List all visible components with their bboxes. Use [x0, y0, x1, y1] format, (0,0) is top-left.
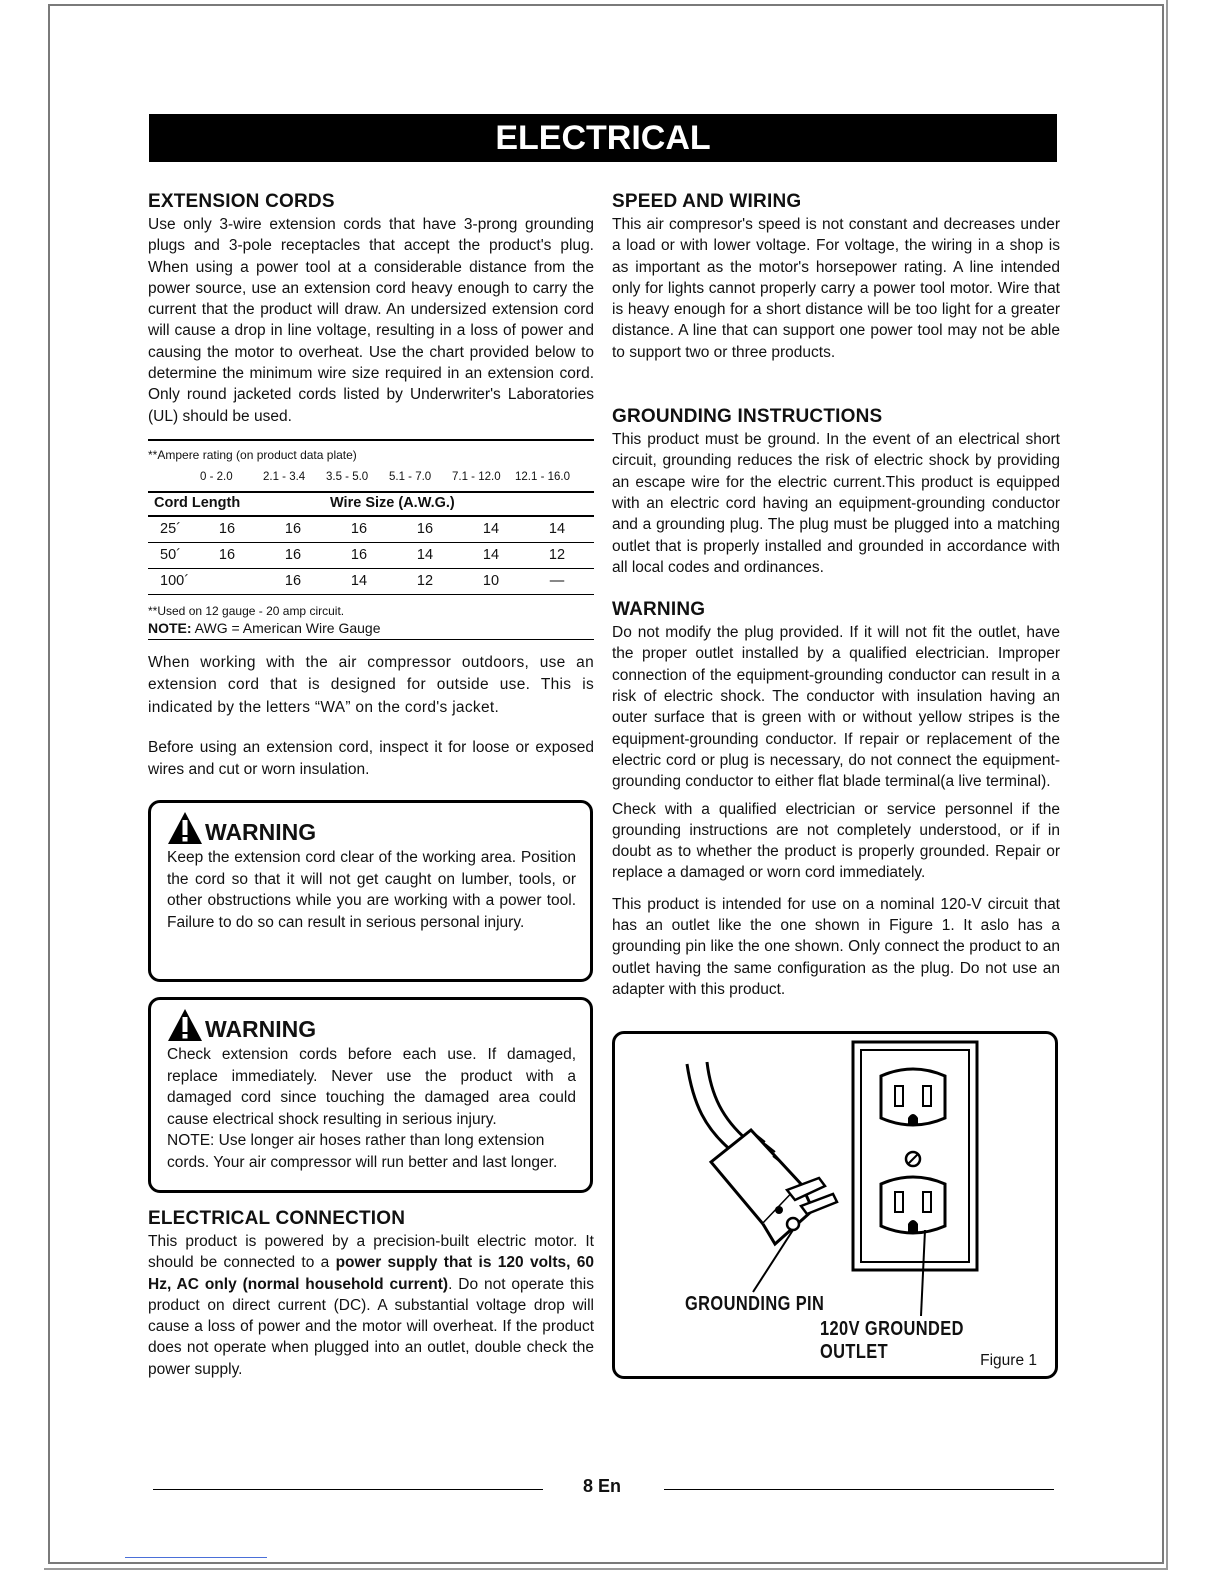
wire-size-cell: 14 — [548, 520, 566, 537]
footer-rule-right — [664, 1489, 1054, 1490]
warning-right-body-1: Do not modify the plug provided. If it will not fit the outlet, have the proper outlet installed by a qualified electrician. Improper connection of the equipment-grounding conductor can result in a risk of electric shock. The conductor with insulation having an outer surface that is green with or without yellow stripes is the equipment-grounding conductor. If repair or replacement of the electric cord or plug is necessary, do not connect the equipment-grounding conductor to either flat blade terminal(a live terminal). — [612, 624, 1060, 791]
wire-size-cell: 16 — [284, 546, 302, 563]
wire-size-cell: 16 — [284, 572, 302, 589]
wire-size-cell: — — [549, 572, 565, 589]
warning-right-body-2: Check with a qualified electrician or service personnel if the grounding instructions are not completely understood, or if in doubt as to whether the product is properly grounded. Repair or replace a damaged or worn cord immediately. — [612, 800, 1060, 882]
warning-triangle-icon — [167, 1008, 203, 1042]
connection-text-bold: power supply that is 120 volts, 60 Hz, AC only (normal household current) — [148, 1254, 594, 1293]
ampere-range: 7.1 - 12.0 — [452, 470, 501, 483]
figure-caption: Figure 1 — [980, 1352, 1037, 1369]
ampere-range: 5.1 - 7.0 — [389, 470, 432, 483]
wire-size-cell: 12 — [416, 572, 434, 589]
warning-heading: WARNING — [612, 599, 706, 621]
connection-text-a: This product is powered by a precision-built electric motor. It should be connected to a — [148, 1233, 594, 1272]
link-underline — [125, 1557, 267, 1558]
ampere-rating-label: **Ampere rating (on product data plate) — [148, 447, 357, 462]
page-title: ELECTRICAL — [149, 114, 1057, 162]
grounding-body: This product must be ground. In the event of an electrical short circuit, grounding reduces the risk of electric shock by providing an escape wire for the electric current.This product is equipped with an electric cord having an equipment-grounding conductor and a grounding plug. The plug must be plugged into a matching outlet that is properly installed and grounded in accordance with all local codes and ordinances. — [612, 431, 1060, 576]
inspect-cord-text: Before using an extension cord, inspect it for loose or exposed wires and cut or worn insulation. — [148, 739, 594, 778]
wire-size-cell: 16 — [416, 520, 434, 537]
warning-box-1 — [148, 800, 593, 982]
electrical-connection-body — [148, 1231, 594, 1380]
chart-header-row — [148, 491, 594, 517]
extension-cords-body: Use only 3-wire extension cords that have 3-prong grounding plugs and 3-pole receptacles that accept the product's plug. When using a power tool at a considerable distance from the power source, use an extension cord heavy enough to carry the current that the product will draw. An undersized extension cord will cause a drop in line voltage, resulting in a loss of power and causing the motor to overheat. Use the chart provided below to determine the minimum wire size required in an extension cord. Only round jacketed cords listed by Underwriter's Laboratories (UL) should be used. — [148, 216, 594, 425]
wire-size-cell: 16 — [218, 520, 236, 537]
warning-label: WARNING — [205, 1016, 317, 1042]
grounded-outlet-label: 120V GROUNDED OUTLET — [820, 1318, 964, 1363]
warning-box-2 — [148, 997, 593, 1193]
cord-length-cell: 25´ — [160, 520, 181, 537]
wire-size-cell: 16 — [350, 520, 368, 537]
wire-size-cell: 16 — [350, 546, 368, 563]
ampere-range: 12.1 - 16.0 — [515, 470, 570, 483]
warning-body: Check extension cords before each use. If damaged, replace immediately. Never use the product with a damaged cord since touching the damaged area could cause electrical shock resulting in serious injury. — [167, 1046, 576, 1128]
warning-right-body-3: This product is intended for use on a nominal 120-V circuit that has an outlet like the one shown in Figure 1. It aslo has a grounding pin like the one shown. Only connect the product to an outlet having the same configuration as the plug. Do not use an adapter with this product. — [612, 895, 1060, 998]
ampere-ranges-row — [148, 467, 594, 487]
warning-title — [167, 811, 576, 845]
cord-length-cell: 50´ — [160, 546, 181, 563]
ampere-range: 2.1 - 3.4 — [263, 470, 306, 483]
wire-size-cell: 10 — [482, 572, 500, 589]
speed-wiring-body: This air compresor's speed is not constant and decreases under a load or with lower voltage. For voltage, the wiring in a shop is as important as the motor's horsepower rating. A line intended only for lights cannot properly carry a power tool motor. Wire that is heavy enough for a short distance will be too light for a greater distance. A line that can support one power tool may not be able to support two or three products. — [612, 216, 1060, 361]
awg-note — [148, 619, 594, 640]
speed-wiring-heading: SPEED AND WIRING — [612, 191, 802, 212]
table-row — [148, 517, 594, 543]
wire-size-cell: 14 — [350, 572, 368, 589]
page-number: 8 En — [582, 1476, 621, 1496]
warning-triangle-icon — [167, 811, 203, 845]
ampere-range: 0 - 2.0 — [200, 470, 233, 483]
extension-cords-heading: EXTENSION CORDS — [148, 191, 335, 212]
footer-rule-left — [153, 1489, 543, 1490]
right-column — [612, 190, 1060, 1000]
wire-size-cell: 14 — [416, 546, 434, 563]
plug-icon — [711, 1130, 837, 1244]
warning-body: Keep the extension cord clear of the working area. Position the cord so that it will not get caught on lumber, tools, or other obstructions while you are working with a power tool. Failure to do so can result in serious personal injury. — [167, 849, 576, 931]
electrical-connection-section — [148, 1207, 594, 1380]
table-row — [148, 543, 594, 569]
cord-length-header: Cord Length — [154, 495, 241, 512]
grounding-heading: GROUNDING INSTRUCTIONS — [612, 406, 883, 428]
warning-label: WARNING — [205, 819, 317, 845]
wire-chart — [148, 439, 594, 640]
wire-size-cell: 12 — [548, 546, 566, 563]
ampere-range: 3.5 - 5.0 — [326, 470, 369, 483]
wire-size-cell: 16 — [218, 546, 236, 563]
table-row — [148, 569, 594, 595]
wire-size-header: Wire Size (A.W.G.) — [330, 495, 455, 512]
wire-size-cell: 16 — [284, 520, 302, 537]
chart-footnote: **Used on 12 gauge - 20 amp circuit. — [148, 603, 345, 618]
note-label: NOTE: — [148, 619, 192, 636]
warning-title — [167, 1008, 576, 1042]
wire-size-cell: 14 — [482, 520, 500, 537]
note-text: AWG = American Wire Gauge — [191, 619, 381, 636]
grounding-pin-label: GROUNDING PIN — [685, 1293, 825, 1315]
left-column — [148, 190, 594, 780]
wire-size-cell: 14 — [482, 546, 500, 563]
cord-length-cell: 100´ — [160, 572, 190, 589]
warning-note: NOTE: Use longer air hoses rather than long extension cords. Your air compressor will run better and last longer. — [167, 1132, 558, 1171]
outlet-icon — [853, 1042, 977, 1270]
connection-text-b: . Do not operate this product on direct current (DC). A substantial voltage drop will cause a loss of power and the motor will overheat. If the product does not operate when plugged into an outlet, double check the power supply. — [148, 1275, 594, 1378]
outdoor-use-text: When working with the air compressor outdoors, use an extension cord that is designed for outside use. This is indicated by the letters “WA” on the cord's jacket. — [148, 653, 594, 716]
figure-1 — [612, 1031, 1058, 1379]
electrical-connection-heading: ELECTRICAL CONNECTION — [148, 1208, 406, 1229]
